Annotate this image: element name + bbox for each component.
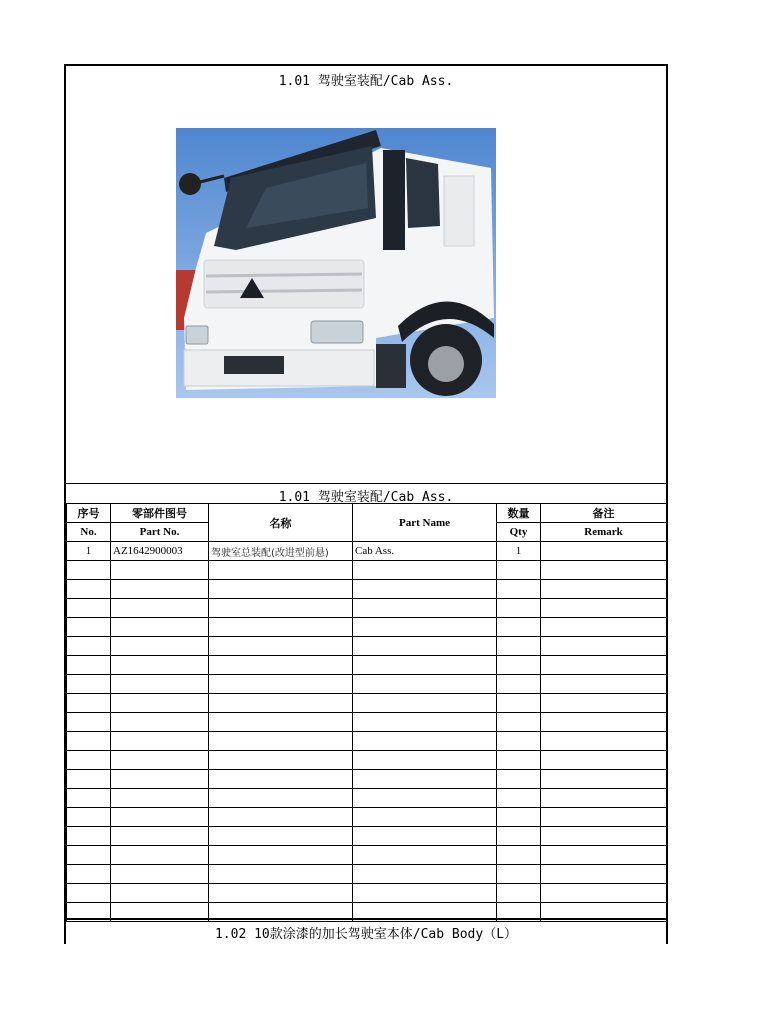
header-part-no-cn: 零部件图号 xyxy=(111,504,209,523)
section-divider xyxy=(66,483,666,484)
table-row xyxy=(67,713,667,732)
header-remark-cn: 备注 xyxy=(541,504,667,523)
header-part-name-en: Part Name xyxy=(353,504,497,542)
truck-cab-photo xyxy=(176,128,496,398)
header-part-no-en: Part No. xyxy=(111,523,209,542)
table-row xyxy=(67,846,667,865)
table-row xyxy=(67,580,667,599)
table-row xyxy=(67,675,667,694)
table-row xyxy=(67,618,667,637)
cell-qty: 1 xyxy=(497,542,541,561)
cell-name-cn: 驾驶室总装配(改进型前悬) xyxy=(209,542,353,561)
table-row xyxy=(67,865,667,884)
table-row xyxy=(67,561,667,580)
table-title: 1.01 驾驶室装配/Cab Ass. xyxy=(278,490,454,505)
parts-sheet xyxy=(64,64,668,944)
table-row xyxy=(67,751,667,770)
section-title-cab-body: 1.02 10款涂漆的加长驾驶室本体/Cab Body（L） xyxy=(214,927,518,942)
cell-remark xyxy=(541,542,667,561)
table-row xyxy=(67,694,667,713)
parts-table xyxy=(66,503,667,922)
table-row xyxy=(67,789,667,808)
section-divider-bold xyxy=(66,918,666,920)
section-title-cab-assembly: 1.01 驾驶室装配/Cab Ass. xyxy=(278,74,454,89)
table-row xyxy=(67,732,667,751)
table-row xyxy=(67,827,667,846)
table-row xyxy=(67,637,667,656)
table-row xyxy=(67,656,667,675)
header-remark-en: Remark xyxy=(541,523,667,542)
cell-no: 1 xyxy=(67,542,111,561)
table-row xyxy=(67,770,667,789)
table-row xyxy=(67,808,667,827)
table-row xyxy=(67,542,667,561)
header-qty-cn: 数量 xyxy=(497,504,541,523)
table-header-row-cn xyxy=(67,504,667,523)
table-row xyxy=(67,599,667,618)
table-row xyxy=(67,884,667,903)
header-name-cn: 名称 xyxy=(209,504,353,542)
cell-part-no: AZ1642900003 xyxy=(111,542,209,561)
header-qty-en: Qty xyxy=(497,523,541,542)
header-seq-cn: 序号 xyxy=(67,504,111,523)
header-seq-en: No. xyxy=(67,523,111,542)
cell-name-en: Cab Ass. xyxy=(353,542,497,561)
